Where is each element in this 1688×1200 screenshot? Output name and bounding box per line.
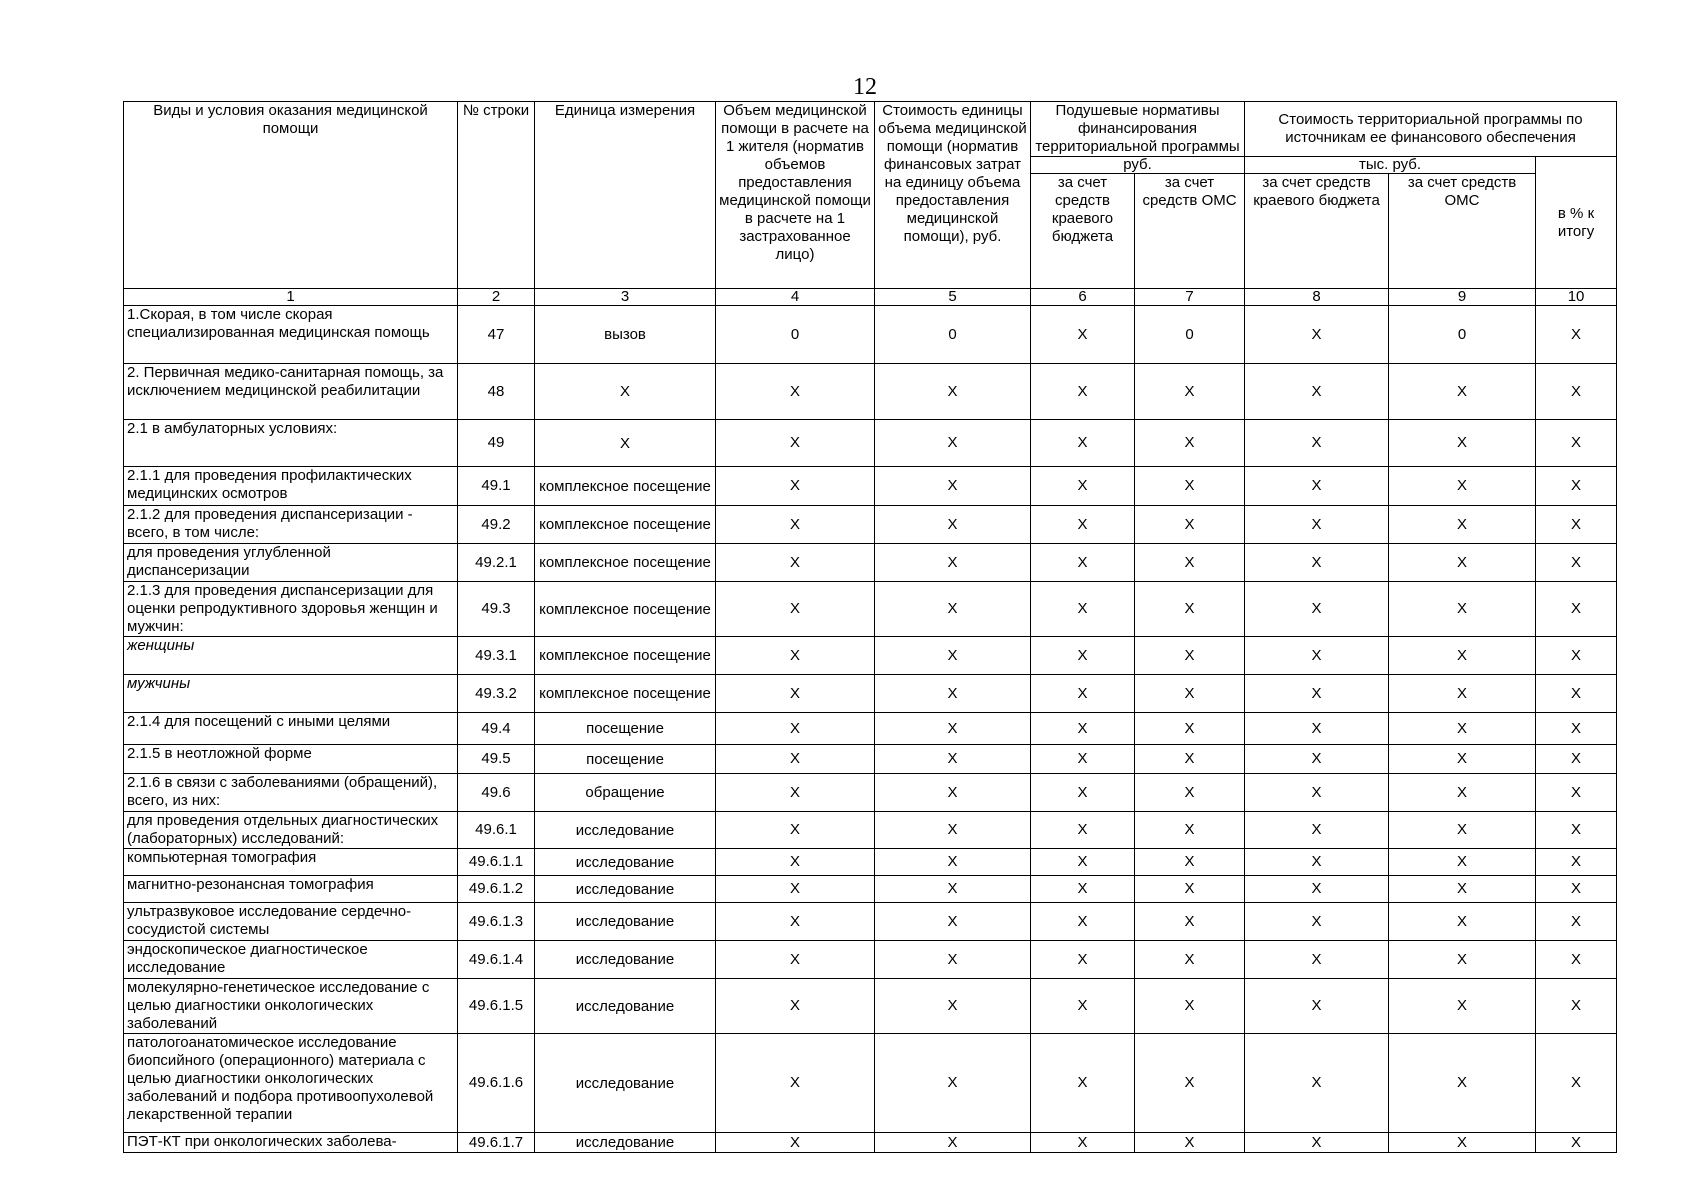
- row-unit: комплексное посещение: [535, 544, 716, 582]
- table-row: [124, 713, 1617, 745]
- cell-per-capita-oms: Х: [1135, 544, 1245, 582]
- row-code: 49.6.1.5: [458, 979, 535, 1034]
- cell-percent-total: Х: [1536, 675, 1617, 713]
- cell-cost-regional-budget: Х: [1245, 420, 1389, 467]
- row-label: 1.Скорая, в том числе скорая специализированная медицинская помощь: [124, 306, 458, 364]
- cell-cost-regional-budget: Х: [1245, 941, 1389, 979]
- page-number: 12: [853, 74, 877, 100]
- cell-unit-cost: Х: [875, 979, 1031, 1034]
- row-unit: исследование: [535, 1133, 716, 1153]
- cell-unit-cost: Х: [875, 506, 1031, 544]
- header-col7: за счет средств ОМС: [1135, 174, 1245, 289]
- table-row: [124, 467, 1617, 506]
- table-row: [124, 1034, 1617, 1133]
- cell-per-capita-oms: Х: [1135, 812, 1245, 849]
- cell-volume-per-resident: Х: [716, 1034, 875, 1133]
- header-col6: за счет средств краевого бюджета: [1031, 174, 1135, 289]
- row-code: 49.6.1.3: [458, 903, 535, 941]
- row-label: 2.1.5 в неотложной форме: [124, 745, 458, 774]
- cell-volume-per-resident: Х: [716, 544, 875, 582]
- cell-cost-oms: Х: [1389, 713, 1536, 745]
- row-label: эндоскопическое диагностическое исследование: [124, 941, 458, 979]
- row-code: 48: [458, 364, 535, 420]
- cell-per-capita-oms: Х: [1135, 675, 1245, 713]
- cell-cost-regional-budget: Х: [1245, 637, 1389, 675]
- row-label: компьютерная томография: [124, 849, 458, 876]
- cell-per-capita-regional-budget: Х: [1031, 637, 1135, 675]
- cell-unit-cost: Х: [875, 812, 1031, 849]
- cell-volume-per-resident: Х: [716, 979, 875, 1034]
- cell-cost-regional-budget: Х: [1245, 849, 1389, 876]
- cell-cost-regional-budget: Х: [1245, 876, 1389, 903]
- cell-unit-cost: Х: [875, 713, 1031, 745]
- cell-unit-cost: Х: [875, 364, 1031, 420]
- cell-cost-regional-budget: Х: [1245, 467, 1389, 506]
- cell-unit-cost: Х: [875, 903, 1031, 941]
- cell-unit-cost: Х: [875, 1133, 1031, 1153]
- cell-cost-regional-budget: Х: [1245, 812, 1389, 849]
- cell-cost-regional-budget: Х: [1245, 745, 1389, 774]
- row-unit: комплексное посещение: [535, 467, 716, 506]
- cell-cost-oms: Х: [1389, 1034, 1536, 1133]
- row-label: 2.1.2 для проведения диспансеризации - всего, в том числе:: [124, 506, 458, 544]
- cell-volume-per-resident: Х: [716, 467, 875, 506]
- row-code: 49.2.1: [458, 544, 535, 582]
- column-number: 4: [716, 289, 875, 306]
- cell-per-capita-oms: Х: [1135, 849, 1245, 876]
- cell-cost-oms: Х: [1389, 1133, 1536, 1153]
- cell-unit-cost: Х: [875, 1034, 1031, 1133]
- cell-per-capita-regional-budget: Х: [1031, 467, 1135, 506]
- cell-per-capita-regional-budget: Х: [1031, 420, 1135, 467]
- cell-per-capita-regional-budget: Х: [1031, 1133, 1135, 1153]
- cell-per-capita-oms: Х: [1135, 364, 1245, 420]
- cell-cost-regional-budget: Х: [1245, 306, 1389, 364]
- cell-volume-per-resident: Х: [716, 713, 875, 745]
- cell-unit-cost: Х: [875, 849, 1031, 876]
- cell-volume-per-resident: Х: [716, 941, 875, 979]
- cell-cost-regional-budget: Х: [1245, 506, 1389, 544]
- cell-cost-oms: Х: [1389, 467, 1536, 506]
- cell-percent-total: Х: [1536, 506, 1617, 544]
- cell-percent-total: Х: [1536, 1133, 1617, 1153]
- table-row: [124, 364, 1617, 420]
- cell-cost-oms: Х: [1389, 544, 1536, 582]
- cell-unit-cost: Х: [875, 941, 1031, 979]
- cell-per-capita-oms: Х: [1135, 582, 1245, 637]
- cell-per-capita-regional-budget: Х: [1031, 774, 1135, 812]
- row-label: 2.1.6 в связи с заболеваниями (обращений), всего, из них:: [124, 774, 458, 812]
- row-unit: исследование: [535, 812, 716, 849]
- header-col5: Стоимость единицы объема медицинской помощи (норматив финансовых затрат на единицу объема предоставления медицинской помощи), руб.: [875, 102, 1031, 289]
- cell-cost-oms: Х: [1389, 582, 1536, 637]
- cell-unit-cost: Х: [875, 582, 1031, 637]
- header-col9: за счет средств ОМС: [1389, 174, 1536, 289]
- row-label: ультразвуковое исследование сердечно-сосудистой системы: [124, 903, 458, 941]
- table-row: [124, 849, 1617, 876]
- cell-per-capita-oms: Х: [1135, 1034, 1245, 1133]
- row-code: 49: [458, 420, 535, 467]
- cell-percent-total: Х: [1536, 467, 1617, 506]
- cell-cost-oms: Х: [1389, 812, 1536, 849]
- cell-per-capita-oms: Х: [1135, 745, 1245, 774]
- row-unit: посещение: [535, 713, 716, 745]
- row-code: 49.6.1.2: [458, 876, 535, 903]
- table-row: [124, 506, 1617, 544]
- cell-volume-per-resident: Х: [716, 812, 875, 849]
- cell-percent-total: Х: [1536, 812, 1617, 849]
- cell-unit-cost: Х: [875, 675, 1031, 713]
- cell-unit-cost: Х: [875, 637, 1031, 675]
- cell-unit-cost: Х: [875, 745, 1031, 774]
- cell-per-capita-oms: Х: [1135, 876, 1245, 903]
- header-col4: Объем медицинской помощи в расчете на 1 жителя (норматив объемов предоставления медицинской помощи в расчете на 1 застрахованное лицо): [716, 102, 875, 289]
- column-number: 1: [124, 289, 458, 306]
- row-code: 49.6.1.4: [458, 941, 535, 979]
- cell-per-capita-regional-budget: Х: [1031, 849, 1135, 876]
- column-number: 5: [875, 289, 1031, 306]
- row-unit: обращение: [535, 774, 716, 812]
- row-label: для проведения углубленной диспансеризации: [124, 544, 458, 582]
- cell-percent-total: Х: [1536, 544, 1617, 582]
- cell-unit-cost: Х: [875, 876, 1031, 903]
- table-row: [124, 1133, 1617, 1153]
- header-row-1: [124, 102, 1617, 157]
- cell-cost-oms: Х: [1389, 979, 1536, 1034]
- table-row: [124, 903, 1617, 941]
- row-unit: исследование: [535, 903, 716, 941]
- cell-unit-cost: Х: [875, 774, 1031, 812]
- cell-per-capita-regional-budget: Х: [1031, 876, 1135, 903]
- row-label: патологоанатомическое исследование биопсийного (операционного) материала с целью диагностики онкологических заболеваний и подбора противоопухолевой лекарственной терапии: [124, 1034, 458, 1133]
- row-unit: комплексное посещение: [535, 675, 716, 713]
- table-row: [124, 745, 1617, 774]
- header-col3: Единица измерения: [535, 102, 716, 289]
- header-unit-rub: руб.: [1031, 157, 1245, 174]
- row-label: магнитно-резонансная томография: [124, 876, 458, 903]
- row-code: 47: [458, 306, 535, 364]
- row-unit: Х: [535, 420, 716, 467]
- cell-percent-total: Х: [1536, 876, 1617, 903]
- row-code: 49.6: [458, 774, 535, 812]
- row-code: 49.6.1: [458, 812, 535, 849]
- cell-cost-regional-budget: Х: [1245, 979, 1389, 1034]
- row-unit: исследование: [535, 979, 716, 1034]
- table-row: [124, 876, 1617, 903]
- column-number-row: [124, 289, 1617, 306]
- table-row: [124, 420, 1617, 467]
- cell-per-capita-regional-budget: Х: [1031, 675, 1135, 713]
- cell-per-capita-oms: Х: [1135, 713, 1245, 745]
- cell-per-capita-regional-budget: Х: [1031, 941, 1135, 979]
- cell-per-capita-regional-budget: Х: [1031, 979, 1135, 1034]
- cell-cost-oms: Х: [1389, 876, 1536, 903]
- row-label: женщины: [124, 637, 458, 675]
- cell-percent-total: Х: [1536, 713, 1617, 745]
- cell-per-capita-regional-budget: Х: [1031, 1034, 1135, 1133]
- cell-unit-cost: Х: [875, 467, 1031, 506]
- column-number: 7: [1135, 289, 1245, 306]
- cell-percent-total: Х: [1536, 1034, 1617, 1133]
- cell-volume-per-resident: Х: [716, 582, 875, 637]
- cell-percent-total: Х: [1536, 745, 1617, 774]
- cell-per-capita-regional-budget: Х: [1031, 713, 1135, 745]
- column-number: 10: [1536, 289, 1617, 306]
- cell-per-capita-oms: Х: [1135, 903, 1245, 941]
- cell-per-capita-regional-budget: Х: [1031, 903, 1135, 941]
- header-cost-group: Стоимость территориальной программы по источникам ее финансового обеспечения: [1245, 102, 1617, 157]
- cell-percent-total: Х: [1536, 941, 1617, 979]
- cell-per-capita-oms: Х: [1135, 467, 1245, 506]
- cell-volume-per-resident: Х: [716, 364, 875, 420]
- row-label: 2.1.3 для проведения диспансеризации для оценки репродуктивного здоровья женщин и мужчин:: [124, 582, 458, 637]
- cell-cost-oms: Х: [1389, 849, 1536, 876]
- cell-volume-per-resident: Х: [716, 506, 875, 544]
- cell-volume-per-resident: Х: [716, 675, 875, 713]
- cell-percent-total: Х: [1536, 849, 1617, 876]
- row-code: 49.6.1.1: [458, 849, 535, 876]
- cell-cost-oms: Х: [1389, 941, 1536, 979]
- cell-cost-oms: Х: [1389, 420, 1536, 467]
- table-row: [124, 941, 1617, 979]
- header-col2: № строки: [458, 102, 535, 289]
- table-row: [124, 979, 1617, 1034]
- row-unit: комплексное посещение: [535, 506, 716, 544]
- cell-cost-regional-budget: Х: [1245, 1133, 1389, 1153]
- row-unit: исследование: [535, 849, 716, 876]
- cell-volume-per-resident: Х: [716, 745, 875, 774]
- cell-volume-per-resident: Х: [716, 774, 875, 812]
- row-label: ПЭТ-КТ при онкологических заболева-: [124, 1133, 458, 1153]
- row-unit: исследование: [535, 876, 716, 903]
- cell-percent-total: Х: [1536, 582, 1617, 637]
- cell-per-capita-regional-budget: Х: [1031, 812, 1135, 849]
- cell-per-capita-regional-budget: Х: [1031, 582, 1135, 637]
- column-number: 2: [458, 289, 535, 306]
- cell-unit-cost: Х: [875, 420, 1031, 467]
- table-row: [124, 306, 1617, 364]
- row-label: 2.1.4 для посещений с иными целями: [124, 713, 458, 745]
- cell-cost-oms: Х: [1389, 903, 1536, 941]
- row-code: 49.5: [458, 745, 535, 774]
- row-code: 49.6.1.7: [458, 1133, 535, 1153]
- cell-cost-regional-budget: Х: [1245, 1034, 1389, 1133]
- cell-cost-regional-budget: Х: [1245, 364, 1389, 420]
- cell-per-capita-oms: Х: [1135, 979, 1245, 1034]
- cell-cost-oms: Х: [1389, 745, 1536, 774]
- row-code: 49.4: [458, 713, 535, 745]
- row-code: 49.3: [458, 582, 535, 637]
- cell-per-capita-oms: Х: [1135, 941, 1245, 979]
- cell-per-capita-oms: Х: [1135, 774, 1245, 812]
- cell-cost-oms: Х: [1389, 364, 1536, 420]
- column-number: 6: [1031, 289, 1135, 306]
- row-label: мужчины: [124, 675, 458, 713]
- cell-cost-regional-budget: Х: [1245, 582, 1389, 637]
- row-unit: исследование: [535, 1034, 716, 1133]
- cell-percent-total: Х: [1536, 774, 1617, 812]
- table-row: [124, 774, 1617, 812]
- column-number: 9: [1389, 289, 1536, 306]
- row-unit: комплексное посещение: [535, 582, 716, 637]
- row-label: 2.1 в амбулаторных условиях:: [124, 420, 458, 467]
- cell-percent-total: Х: [1536, 637, 1617, 675]
- cell-percent-total: Х: [1536, 979, 1617, 1034]
- table-row: [124, 544, 1617, 582]
- cell-volume-per-resident: Х: [716, 637, 875, 675]
- cell-per-capita-regional-budget: Х: [1031, 544, 1135, 582]
- table-row: [124, 675, 1617, 713]
- row-label: молекулярно-генетическое исследование с целью диагностики онкологических заболеваний: [124, 979, 458, 1034]
- header-unit-thousand-rub: тыс. руб.: [1245, 157, 1536, 174]
- cell-cost-oms: Х: [1389, 506, 1536, 544]
- cell-cost-regional-budget: Х: [1245, 903, 1389, 941]
- cell-per-capita-oms: Х: [1135, 420, 1245, 467]
- cell-percent-total: Х: [1536, 364, 1617, 420]
- cell-percent-total: Х: [1536, 306, 1617, 364]
- table-body: [124, 306, 1617, 1153]
- cell-unit-cost: Х: [875, 544, 1031, 582]
- row-unit: исследование: [535, 941, 716, 979]
- row-code: 49.6.1.6: [458, 1034, 535, 1133]
- cell-percent-total: Х: [1536, 903, 1617, 941]
- row-unit: комплексное посещение: [535, 637, 716, 675]
- cell-per-capita-oms: Х: [1135, 1133, 1245, 1153]
- cell-cost-regional-budget: Х: [1245, 544, 1389, 582]
- table-row: [124, 637, 1617, 675]
- row-label: 2. Первичная медико-санитарная помощь, за исключением медицинской реабилитации: [124, 364, 458, 420]
- row-code: 49.2: [458, 506, 535, 544]
- cell-per-capita-oms: Х: [1135, 506, 1245, 544]
- row-unit: посещение: [535, 745, 716, 774]
- row-code: 49.3.2: [458, 675, 535, 713]
- cell-per-capita-oms: 0: [1135, 306, 1245, 364]
- cell-per-capita-oms: Х: [1135, 637, 1245, 675]
- cell-cost-oms: Х: [1389, 675, 1536, 713]
- cell-volume-per-resident: Х: [716, 903, 875, 941]
- row-unit: вызов: [535, 306, 716, 364]
- cell-volume-per-resident: Х: [716, 849, 875, 876]
- header-col8: за счет средств краевого бюджета: [1245, 174, 1389, 289]
- column-number: 3: [535, 289, 716, 306]
- header-col10: в % к итогу: [1536, 157, 1617, 289]
- cell-volume-per-resident: Х: [716, 876, 875, 903]
- header-per-capita-group: Подушевые нормативы финансирования территориальной программы: [1031, 102, 1245, 157]
- cell-cost-oms: Х: [1389, 637, 1536, 675]
- cell-per-capita-regional-budget: Х: [1031, 506, 1135, 544]
- row-code: 49.1: [458, 467, 535, 506]
- cell-volume-per-resident: 0: [716, 306, 875, 364]
- cell-cost-regional-budget: Х: [1245, 774, 1389, 812]
- cell-per-capita-regional-budget: Х: [1031, 745, 1135, 774]
- row-label: 2.1.1 для проведения профилактических медицинских осмотров: [124, 467, 458, 506]
- header-col1: Виды и условия оказания медицинской помощи: [124, 102, 458, 289]
- cell-per-capita-regional-budget: Х: [1031, 306, 1135, 364]
- table-row: [124, 582, 1617, 637]
- cell-per-capita-regional-budget: Х: [1031, 364, 1135, 420]
- cell-volume-per-resident: Х: [716, 420, 875, 467]
- cell-cost-oms: 0: [1389, 306, 1536, 364]
- cell-unit-cost: 0: [875, 306, 1031, 364]
- table-row: [124, 812, 1617, 849]
- cell-cost-oms: Х: [1389, 774, 1536, 812]
- row-code: 49.3.1: [458, 637, 535, 675]
- cell-volume-per-resident: Х: [716, 1133, 875, 1153]
- cell-cost-regional-budget: Х: [1245, 675, 1389, 713]
- row-label: для проведения отдельных диагностических (лабораторных) исследований:: [124, 812, 458, 849]
- column-number: 8: [1245, 289, 1389, 306]
- cell-cost-regional-budget: Х: [1245, 713, 1389, 745]
- cell-percent-total: Х: [1536, 420, 1617, 467]
- row-unit: Х: [535, 364, 716, 420]
- program-cost-table: [123, 101, 1617, 1153]
